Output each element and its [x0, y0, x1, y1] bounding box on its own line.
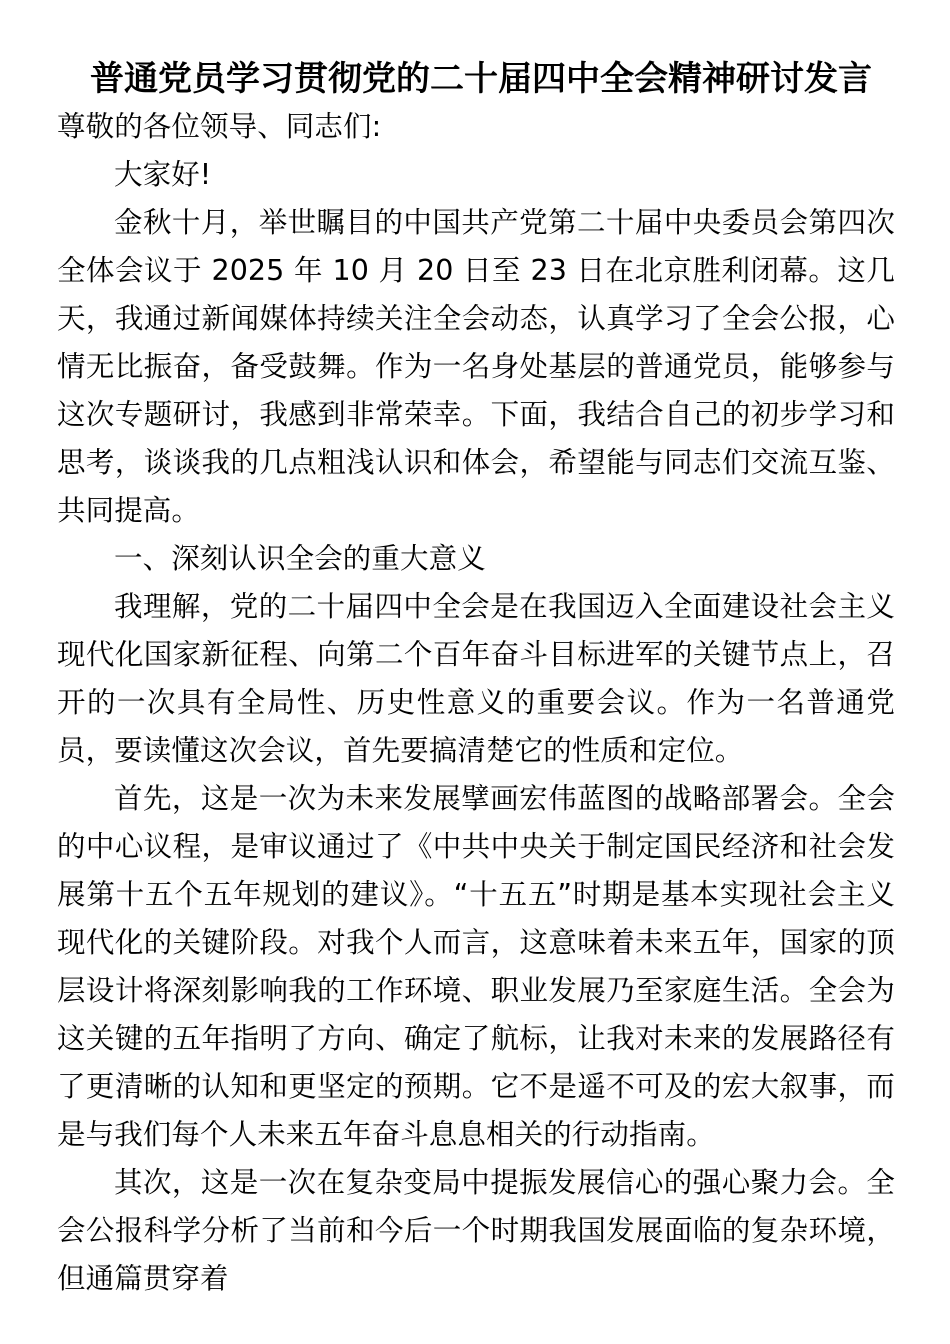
document-body [57, 0, 895, 1303]
paragraph-second-point: 其次，这是一次在复杂变局中提振发展信心的强心聚力会。全会公报科学分析了当前和今后一个时期我国发展面临的复杂环境，但通篇贯穿着 [57, 1166, 895, 1295]
page-title: 普通党员学习贯彻党的二十届四中全会精神研讨发言 [90, 59, 872, 99]
paragraph-opening: 金秋十月，举世瞩目的中国共产党第二十届中央委员会第四次全体会议于 2025 年 10 月 20 日至 23 日在北京胜利闭幕。这几天，我通过新闻媒体持续关注全会动态，认真学习了全会公报，心情无比振奋，备受鼓舞。作为一名身处基层的普通党员，能够参与这次专题研讨，我感到非常荣幸。下面，我结合自己的初步学习和思考，谈谈我的几点粗浅认识和体会，希望能与同志们交流互鉴、共同提高。 [57, 206, 895, 527]
salutation-line: 尊敬的各位领导、同志们: [57, 110, 382, 143]
greeting-line: 大家好! [114, 158, 212, 191]
paragraph-first-point: 首先，这是一次为未来发展擘画宏伟蓝图的战略部署会。全会的中心议程，是审议通过了《中共中央关于制定国民经济和社会发展第十五个五年规划的建议》。“十五五”时期是基本实现社会主义现代化的关键阶段。对我个人而言，这意味着未来五年，国家的顶层设计将深刻影响我的工作环境、职业发展乃至家庭生活。全会为这关键的五年指明了方向、确定了航标，让我对未来的发展路径有了更清晰的认知和更坚定的预期。它不是遥不可及的宏大叙事，而是与我们每个人未来五年奋斗息息相关的行动指南。 [57, 782, 895, 1151]
section-heading-1: 一、深刻认识全会的重大意义 [114, 542, 486, 575]
paragraph-section-1-intro: 我理解，党的二十届四中全会是在我国迈入全面建设社会主义现代化国家新征程、向第二个百年奋斗目标进军的关键节点上，召开的一次具有全局性、历史性意义的重要会议。作为一名普通党员，要读懂这次会议，首先要搞清楚它的性质和定位。 [57, 590, 895, 767]
